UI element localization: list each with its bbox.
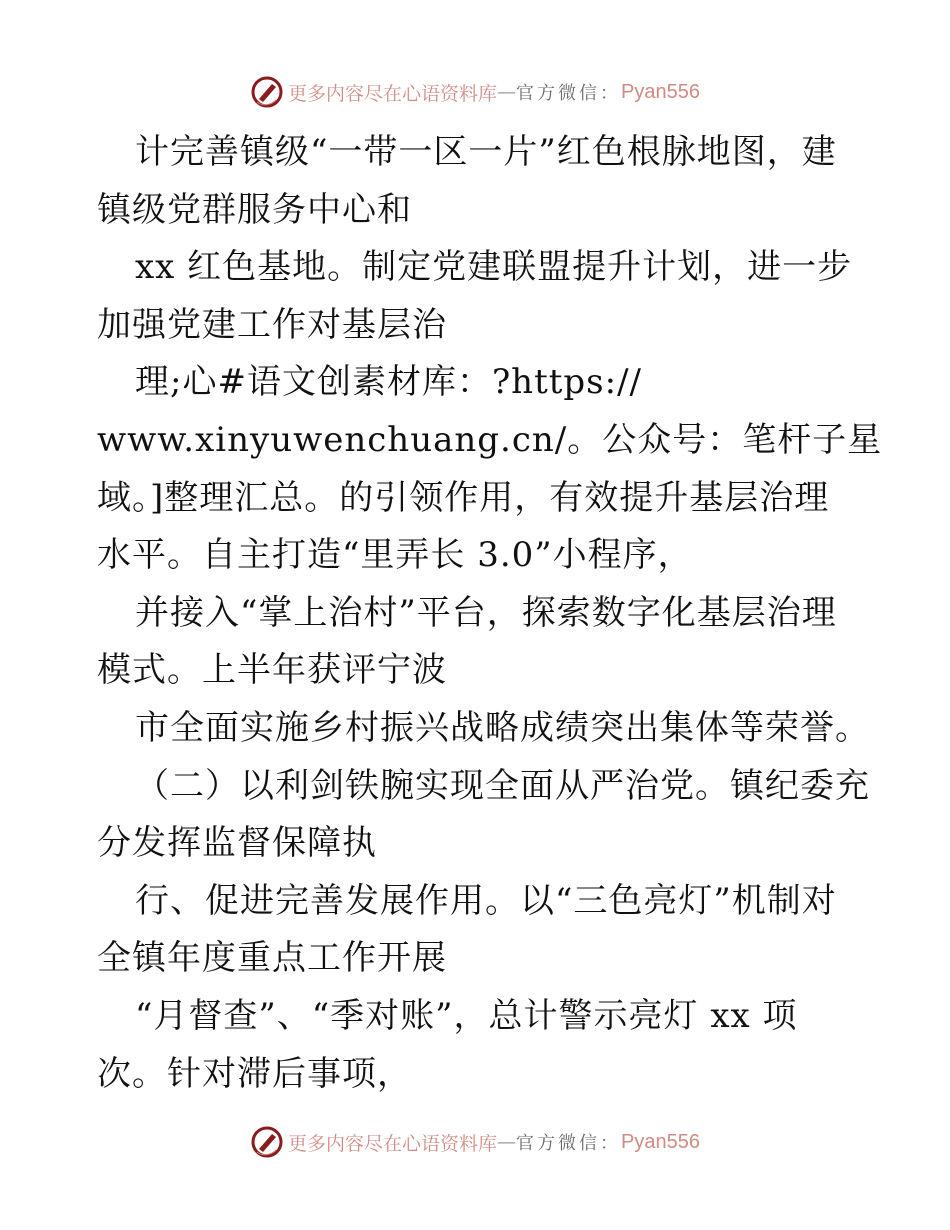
document-body [97,124,883,1103]
text-line: 水平。自主打造“里弄长 3.0”小程序， [97,535,693,576]
text-line: www.xinyuwenchuang.cn/。公众号：笔杆子星 [97,419,883,460]
text-line: 计完善镇级“一带一区一片”红色根脉地图，建 [135,132,837,172]
banner-wechat-label: 官方微信： [516,83,622,104]
banner-dash: — [497,1131,517,1153]
text-line: 镇级党群服务中心和 [97,189,412,230]
banner-wechat-id: Pyan556 [621,1130,700,1153]
banner-main-text: 更多内容尽在心语资料库 [288,1132,498,1155]
banner-main-text: 更多内容尽在心语资料库 [288,82,498,105]
text-line: 理;心#语文创素材库：?https:// [135,362,642,403]
banner-dash: — [497,81,517,103]
section-heading-line: （二）以利剑铁腕实现全面从严治党。镇纪委充 [135,765,870,806]
pen-nib-logo-icon [250,75,284,109]
text-line: 域。]整理汇总。的引领作用，有效提升基层治理 [97,477,830,518]
text-line: “月督查”、“季对账”，总计警示亮灯 xx 项 [135,995,798,1036]
pen-nib-logo-icon [250,1125,284,1159]
text-line: 并接入“掌上治村”平台，探索数字化基层治理 [135,592,837,633]
text-line: 加强党建工作对基层治 [97,304,447,345]
text-line: 模式。上半年获评宁波 [97,650,447,691]
footer-watermark-banner [0,1122,950,1162]
text-line: 行、促进完善发展作用。以“三色亮灯”机制对 [135,880,837,921]
text-line: 分发挥监督保障执 [97,823,377,864]
banner-wechat-label: 官方微信： [516,1133,622,1154]
text-line: xx 红色基地。制定党建联盟提升计划，进一步 [135,247,853,288]
header-watermark-banner [0,72,950,112]
text-line: 市全面实施乡村振兴战略成绩突出集体等荣誉。 [135,707,870,748]
text-line: 全镇年度重点工作开展 [97,938,447,979]
banner-wechat-id: Pyan556 [621,80,700,103]
text-line: 次。针对滞后事项， [97,1053,412,1094]
